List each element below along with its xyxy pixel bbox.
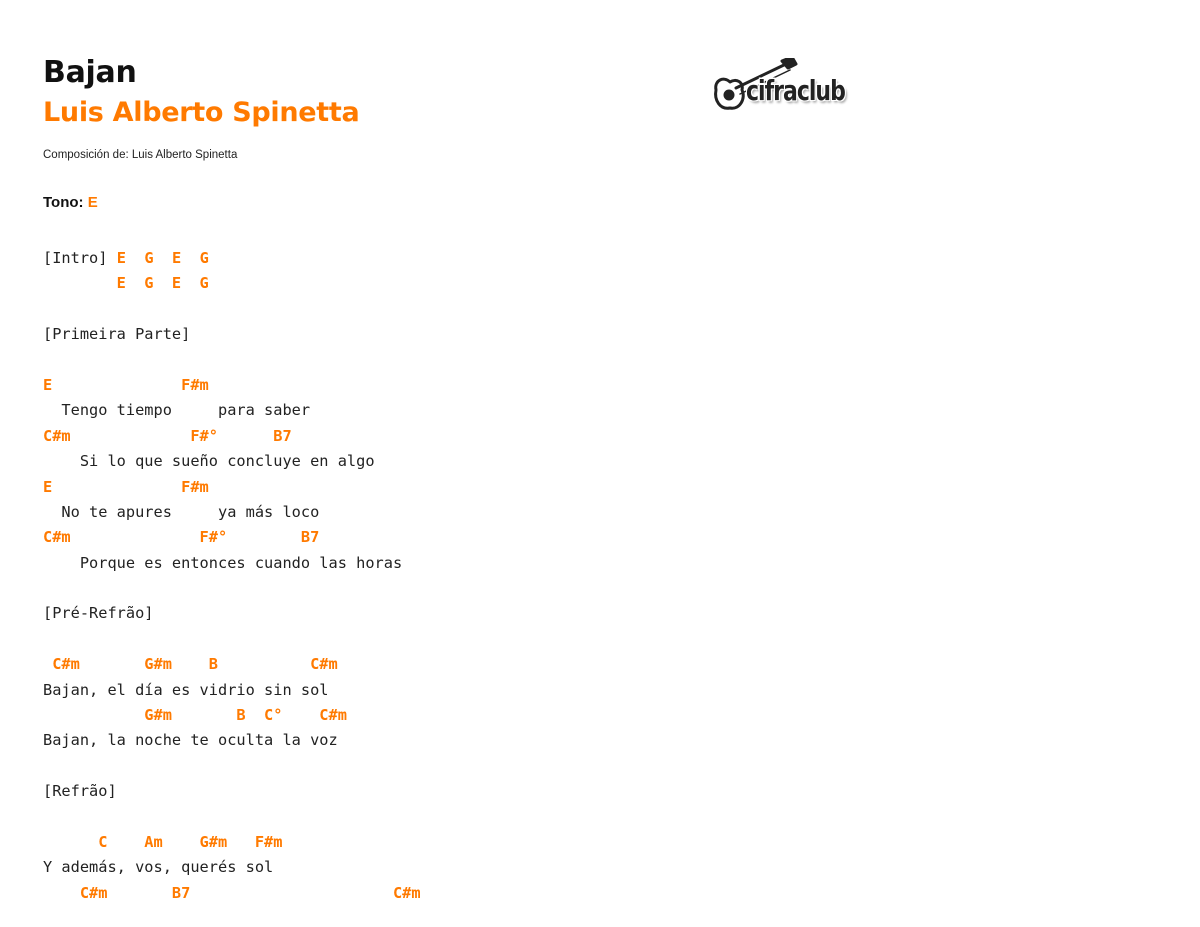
cifraclub-logo[interactable] xyxy=(710,58,850,118)
lyric-line: No te apures ya más loco xyxy=(43,502,320,521)
chord-group[interactable]: E G E G xyxy=(116,249,209,267)
logo-text: cifraclub xyxy=(746,76,845,108)
lyric-line: Bajan, la noche te oculta la voz xyxy=(43,731,338,750)
lyric-line: Si lo que sueño concluye en algo xyxy=(43,452,375,471)
blank-line xyxy=(43,297,1143,322)
blank-line xyxy=(43,805,1143,830)
section-label: [Pré-Refrão] xyxy=(43,604,154,623)
key-label: Tono: xyxy=(43,194,88,211)
section-label: [Intro] xyxy=(43,249,117,267)
blank-line xyxy=(43,754,1143,779)
chord-line[interactable]: E F#m xyxy=(43,477,209,496)
blank-line xyxy=(43,348,1143,373)
blank-line xyxy=(43,576,1143,601)
artist-name[interactable]: Luis Alberto Spinetta xyxy=(43,97,360,128)
chord-line[interactable]: E F#m xyxy=(43,375,209,394)
lyric-line: Y además, vos, querés sol xyxy=(43,858,274,877)
chord-line[interactable]: C#m F#° B7 xyxy=(43,528,320,547)
lyric-line: Bajan, el día es vidrio sin sol xyxy=(43,680,329,699)
chord-line[interactable]: G#m B C° C#m xyxy=(43,706,347,725)
chord-line[interactable]: C Am G#m F#m xyxy=(43,832,283,851)
blank-line xyxy=(43,627,1143,652)
lyric-line: Porque es entonces cuando las horas xyxy=(43,553,403,572)
section-label: [Primeira Parte] xyxy=(43,325,191,344)
lyric-line: Tengo tiempo para saber xyxy=(43,401,311,420)
song-key xyxy=(43,194,98,211)
key-value: E xyxy=(87,194,98,211)
chord-line[interactable]: C#m F#° B7 xyxy=(43,426,292,445)
section-intro-line xyxy=(43,246,1143,271)
chord-line[interactable]: E G E G xyxy=(43,274,209,293)
composer-line: Composición de: Luis Alberto Spinetta xyxy=(43,149,238,161)
chord-sheet xyxy=(43,246,1143,906)
song-title: Bajan xyxy=(43,55,137,90)
chord-line[interactable]: C#m G#m B C#m xyxy=(43,655,338,674)
section-label: [Refrão] xyxy=(43,782,117,801)
chord-line[interactable]: C#m B7 C#m xyxy=(43,883,421,902)
